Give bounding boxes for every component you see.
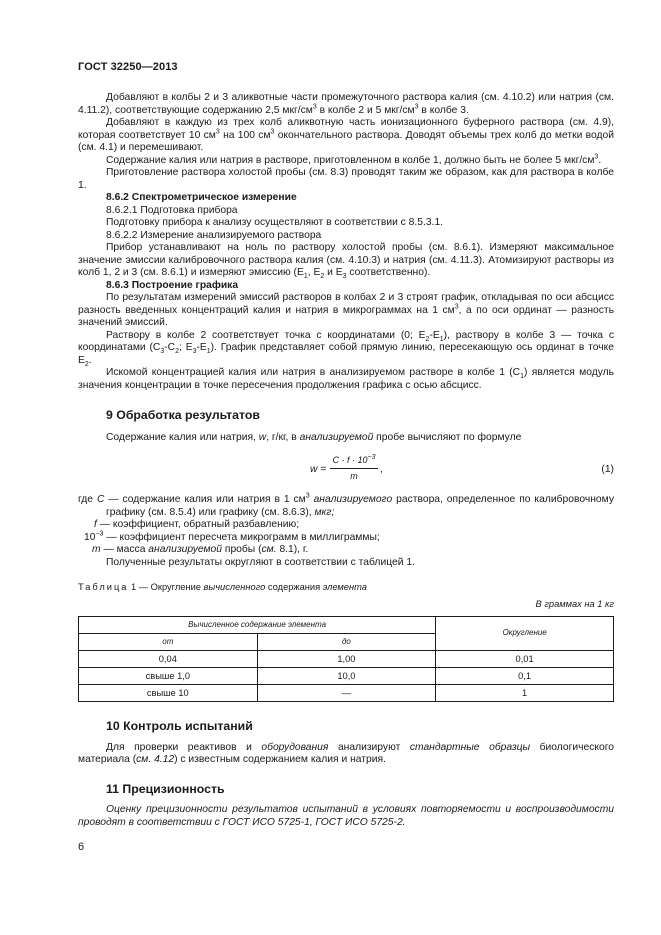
formula-denominator: m (350, 470, 358, 481)
section-11-title: 11 Прецизионность (106, 781, 225, 796)
formula-comma: , (380, 464, 383, 475)
document-header: ГОСТ 32250—2013 (78, 61, 178, 73)
heading-8-6-2-2: 8.6.2.2 Измерение анализируемого раствора (106, 229, 322, 241)
paragraph-aliquot: Добавляют в колбы 2 и 3 аликвотные части промежуточного раствора калия (см. 4.10.2) или натрия (см. 4.11.2), соответствующие содержанию 2,5 мкг/$см^3$ в колбе 2 и 5 мкг/$см^3$ в колбе 3. (78, 92, 614, 116)
paragraph-content-limit: Содержание калия или натрия в растворе, приготовленном в колбе 1, должно быть не более 5 мкг/$см^3$. (106, 153, 602, 166)
table-cell-from: 0,04 (79, 651, 258, 668)
paragraph-prep: Подготовку прибора к анализу осуществляют в соответствии с 8.5.3.1. (106, 217, 444, 228)
table-caption: Таблица 1 — Округление вычисленного содержания элемента (78, 582, 367, 592)
section-9-title: 9 Обработка результатов (106, 408, 260, 422)
paragraph-measurement: Прибор устанавливают на ноль по раствору холостой пробы (см. 8.6.1). Измеряют максимальное значение эмиссии калибровочного раствора калия (см. 4.10.3) и натрия (см. 4.11.3). Атомизируют растворы из колб 1, 2 и 3 (см. 8.6.1) и измеряют эмиссию ($E_1$, $E_2$ и $E_3$ соответственно). (78, 242, 614, 281)
heading-8-6-3: 8.6.3 Построение графика (106, 279, 239, 291)
paragraph-graph: По результатам измерений эмиссий растворов в колбах 2 и 3 строят график, откладывая по оси абсцисс разность введенных концентраций калия и натрия в микрограммах на 1 $см^3$, а по оси ординат — разность значений эмиссий. (78, 292, 615, 328)
table-cell-from: свыше 10 (79, 685, 258, 702)
table-cell-round: 0,01 (436, 651, 614, 668)
table-head-round: Округление (436, 617, 614, 651)
table-head-from: от (79, 634, 258, 651)
rounding-table (78, 616, 614, 702)
paragraph-formula-intro: Содержание калия или натрия, w, г/кг, в анализируемой пробе вычисляют по формуле (106, 431, 522, 443)
paragraph-buffer: Добавляют в каждую из трех колб аликвотную часть ионизационного буферного раствора (см. 4.9), которая соответствует 10 $см^3$ на 100 $см^3$ окончательного раствора. Доводят объемы трех колб до метки водой (см. 4.1) и перемешивают. (78, 117, 615, 153)
paragraph-blank: Приготовление раствора холостой пробы (см. 8.3) проводят таким же образом, как для раствора в колбе 1. (78, 167, 614, 191)
table-row (79, 668, 614, 685)
formula-number: (1) (601, 464, 614, 475)
document-body (78, 92, 614, 829)
heading-8-6-2-1: 8.6.2.1 Подготовка прибора (106, 204, 238, 216)
paragraph-points: Раствору в колбе 2 соответствует точка с координатами (0; $E_2-E_1$), раствору в колбе 3 — точка с координатами ($C_3-C_2$; $E_3-E_1$). График представляет собой прямую линию, пересекающую ось ординат в точке $E_2$. (78, 329, 614, 368)
formula-fraction (330, 454, 378, 482)
definition-c: где C — содержание калия или натрия в 1 $см^3$ анализируемого раствора, определенное по калибровочному графику (см. 8.5.4) или графику (см. 8.6.3), мкг; (78, 492, 614, 518)
heading-8-6-2: 8.6.2 Спектрометрическое измерение (106, 192, 297, 203)
table-head-group: Вычисленное содержание элемента (79, 617, 436, 634)
formula-numerator: $C \cdot f \cdot 10^{-3}$ (330, 454, 378, 469)
table-unit: В граммах на 1 кг (535, 598, 614, 609)
paragraph-concentration: Искомой концентрацией калия или натрия в анализируемом растворе в колбе 1 $(C_1)$ является модуль значения концентрации в точке пересечения продолжения графика с осью абсцисс. (78, 367, 614, 391)
paragraph-rounding: Полученные результаты округляют в соответствии с таблицей 1. (106, 556, 415, 568)
table-cell-round: 1 (436, 685, 614, 702)
definition-m: m — масса анализируемой пробы (см. 8.1), г. (92, 544, 309, 555)
formula-1 (78, 454, 614, 490)
table-cell-to: — (257, 685, 436, 702)
table-row (79, 685, 614, 702)
definition-10-3: $10^{-3}$ — коэффициент пересчета микрограмм в миллиграммы; (84, 530, 380, 543)
table-cell-from: свыше 1,0 (79, 668, 258, 685)
section-10-title: 10 Контроль испытаний (106, 719, 253, 733)
table-cell-to: 1,00 (257, 651, 436, 668)
table-head-to: до (257, 634, 436, 651)
table-cell-to: 10,0 (257, 668, 436, 685)
definition-f: f — коэффициент, обратный разбавлению; (94, 519, 300, 530)
table-row (79, 651, 614, 668)
table-cell-round: 0,1 (436, 668, 614, 685)
paragraph-control: Для проверки реактивов и оборудования анализируют стандартные образцы биологического материала (см. 4.12) с известным содержанием калия и натрия. (78, 741, 614, 765)
page-number: 6 (78, 841, 85, 853)
formula-lhs: w = (310, 464, 327, 475)
paragraph-precision: Оценку прецизионности результатов испытаний в условиях повторяемости и воспроизводимости проводят в соответствии с ГОСТ ИСО 5725-1, ГОСТ ИСО 5725-2. (78, 804, 614, 828)
